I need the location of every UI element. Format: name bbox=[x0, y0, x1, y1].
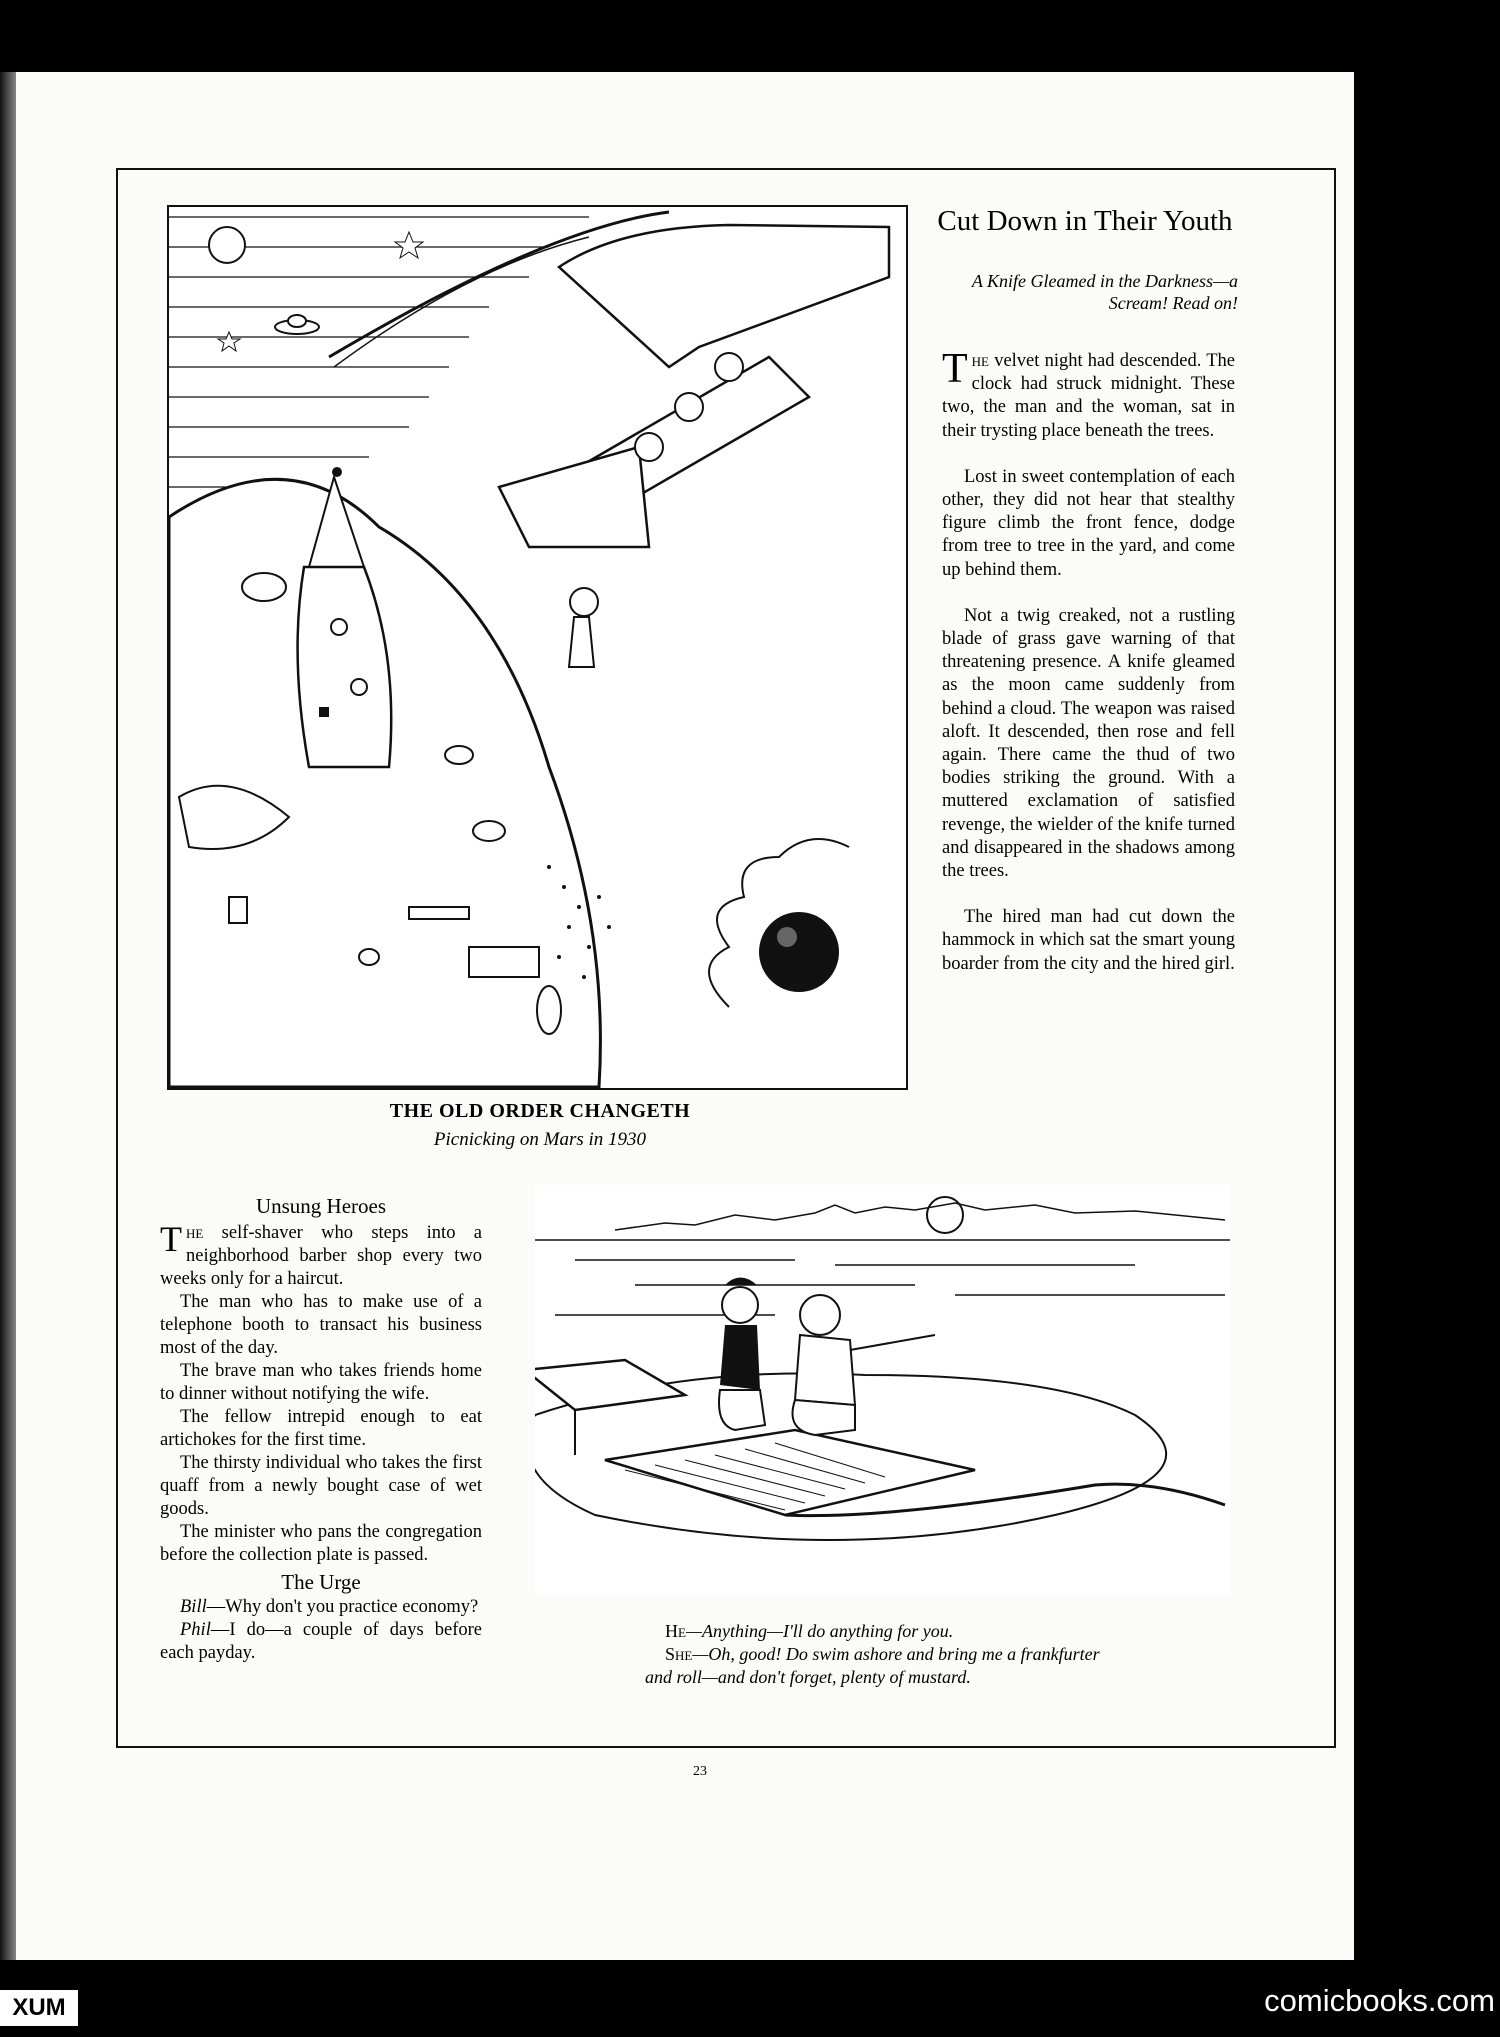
urge-line-1 bbox=[160, 1596, 482, 1619]
dialogue-he bbox=[645, 1620, 1115, 1643]
site-watermark: comicbooks.com bbox=[1264, 1983, 1495, 2018]
dialogue-she-text: —Oh, good! Do swim ashore and bring me a frankfurter and roll—and don't forget, plenty of mustard. bbox=[645, 1644, 1100, 1687]
urge-speaker-phil: Phil bbox=[180, 1620, 211, 1640]
story-smallcaps: he bbox=[971, 351, 989, 371]
unsung-paragraph-6: The minister who pans the congregation before the collection plate is passed. bbox=[160, 1522, 482, 1565]
story-headline: Cut Down in Their Youth bbox=[937, 205, 1233, 237]
cartoon1-caption-subtitle: Picnicking on Mars in 1930 bbox=[433, 1129, 647, 1150]
dialogue-she-label: She bbox=[665, 1644, 693, 1664]
story-deck: A Knife Gleamed in the Darkness—a Scream! Read on! bbox=[971, 271, 1238, 313]
cartoon-mars-picnic bbox=[167, 205, 908, 1090]
mars-picnic-illustration bbox=[169, 207, 906, 1088]
urge-line-1-text: —Why don't you practice economy? bbox=[206, 1597, 479, 1617]
unsung-heroes-heading: Unsung Heroes bbox=[255, 1194, 387, 1218]
the-urge-heading: The Urge bbox=[281, 1570, 361, 1594]
corner-badge: XUM bbox=[0, 1990, 78, 2026]
story-paragraph-4: The hired man had cut down the hammock in which sat the smart young boarder from the city and the hired girl. bbox=[942, 907, 1235, 974]
story-paragraph-2: Lost in sweet contemplation of each other, they did not hear that stealthy figure climb the front fence, dodge from tree to tree in the yard, and come up behind them. bbox=[942, 466, 1235, 580]
dialogue-she bbox=[645, 1643, 1115, 1689]
unsung-drop-cap: T bbox=[160, 1219, 182, 1259]
unsung-paragraph-5: The thirsty individual who takes the first quaff from a newly bought case of wet goods. bbox=[160, 1453, 482, 1519]
unsung-paragraph-3: The brave man who takes friends home to dinner without notifying the wife. bbox=[160, 1361, 482, 1404]
raft-illustration bbox=[535, 1185, 1230, 1595]
urge-speaker-bill: Bill bbox=[180, 1597, 207, 1617]
story-paragraph-3: Not a twig creaked, not a rustling blade of grass gave warning of that threatening presence. A knife gleamed as the moon came suddenly from behind a cloud. The weapon was raised aloft. It descended, then rose and fell again. There came the thud of two bodies striking the ground. With a muttered exclamation of satisfied revenge, the wielder of the knife turned and disappeared in the shadows among the trees. bbox=[942, 605, 1235, 882]
story-paragraph-1-text: velvet night had descended. The clock had struck midnight. These two, the man and the woman, sat in their trysting place beneath the trees. bbox=[942, 351, 1235, 441]
urge-line-2 bbox=[160, 1619, 482, 1665]
story-body bbox=[942, 346, 1235, 999]
page-number: 23 bbox=[693, 1764, 707, 1779]
dialogue-he-label: He bbox=[665, 1621, 686, 1641]
story-paragraph-1 bbox=[942, 346, 1235, 443]
unsung-paragraph-1-text: self-shaver who steps into a neighborhood barber shop every two weeks only for a haircut. bbox=[160, 1223, 482, 1289]
left-column bbox=[160, 1195, 482, 1665]
cartoon-raft bbox=[535, 1185, 1230, 1595]
cartoon2-dialogue bbox=[645, 1620, 1115, 1689]
cartoon1-caption-title: THE OLD ORDER CHANGETH bbox=[389, 1100, 691, 1122]
unsung-paragraph-4: The fellow intrepid enough to eat artichokes for the first time. bbox=[160, 1407, 482, 1450]
urge-line-2-text: —I do—a couple of days before each payday. bbox=[160, 1620, 482, 1663]
dialogue-he-text: —Anything—I'll do anything for you. bbox=[685, 1621, 954, 1641]
unsung-smallcaps: he bbox=[186, 1223, 204, 1243]
story-drop-cap: T bbox=[942, 346, 968, 392]
unsung-paragraph-2: The man who has to make use of a telephone booth to transact his business most of the day. bbox=[160, 1292, 482, 1358]
unsung-paragraph-1 bbox=[160, 1219, 482, 1291]
